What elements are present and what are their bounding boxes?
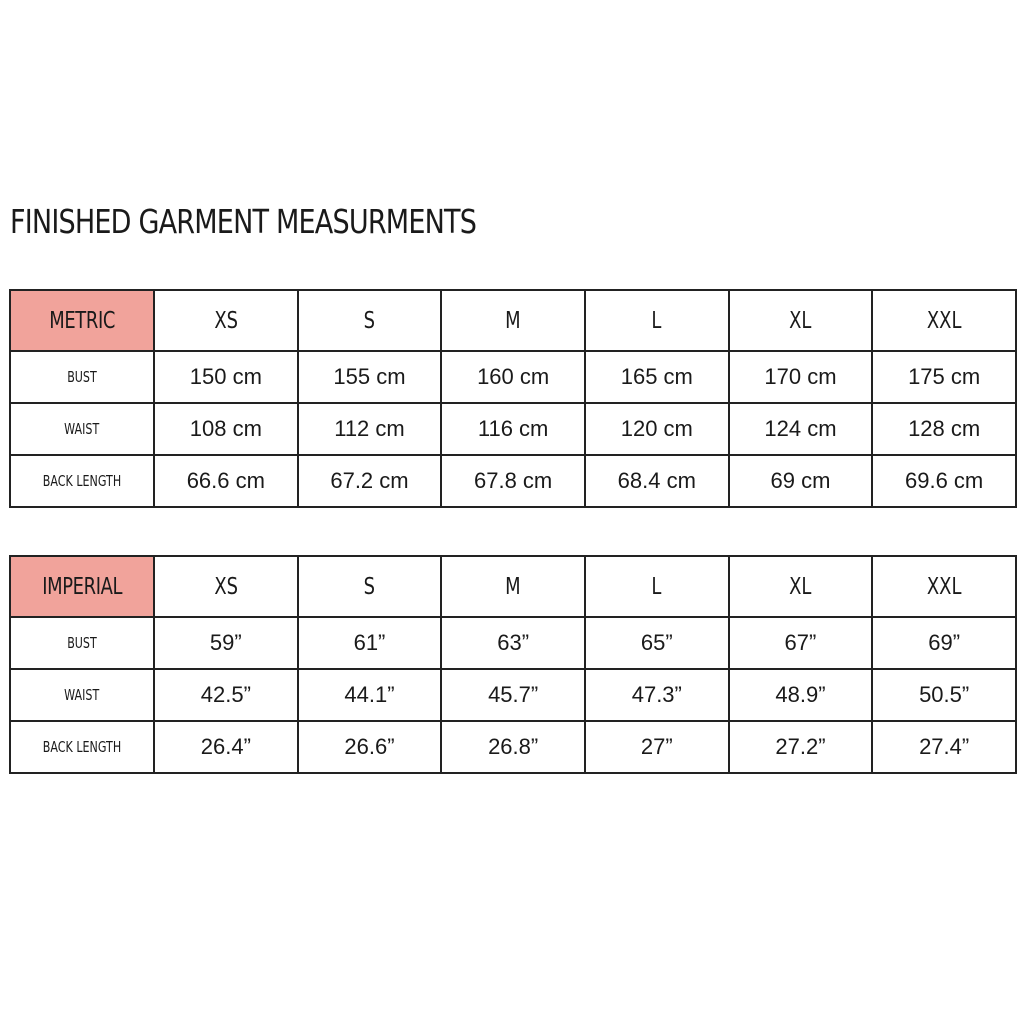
table-cell: 61” <box>298 617 442 669</box>
metric-row-waist <box>10 403 1016 455</box>
table-cell: 124 cm <box>729 403 873 455</box>
table-cell: 112 cm <box>298 403 442 455</box>
imperial-size-m: M <box>441 556 585 617</box>
page-title: FINISHED GARMENT MEASURMENTS <box>10 202 477 241</box>
table-cell: 26.4” <box>154 721 298 773</box>
table-cell: 26.8” <box>441 721 585 773</box>
imperial-size-xl: XL <box>729 556 873 617</box>
table-cell: 27.4” <box>872 721 1016 773</box>
imperial-size-table <box>9 555 1017 774</box>
table-cell: 59” <box>154 617 298 669</box>
imperial-row-bust <box>10 617 1016 669</box>
table-cell: 48.9” <box>729 669 873 721</box>
metric-size-xxl: XXL <box>872 290 1016 351</box>
table-cell: 69.6 cm <box>872 455 1016 507</box>
row-label: BUST <box>10 617 154 669</box>
table-cell: 42.5” <box>154 669 298 721</box>
table-cell: 108 cm <box>154 403 298 455</box>
table-cell: 27” <box>585 721 729 773</box>
table-cell: 68.4 cm <box>585 455 729 507</box>
metric-system-label: METRIC <box>10 290 154 351</box>
metric-row-back-length <box>10 455 1016 507</box>
metric-size-s: S <box>298 290 442 351</box>
table-cell: 155 cm <box>298 351 442 403</box>
table-cell: 170 cm <box>729 351 873 403</box>
table-cell: 44.1” <box>298 669 442 721</box>
metric-row-bust <box>10 351 1016 403</box>
row-label: BACK LENGTH <box>10 721 154 773</box>
table-cell: 175 cm <box>872 351 1016 403</box>
table-cell: 150 cm <box>154 351 298 403</box>
imperial-row-waist <box>10 669 1016 721</box>
metric-size-m: M <box>441 290 585 351</box>
imperial-row-back-length <box>10 721 1016 773</box>
table-cell: 69 cm <box>729 455 873 507</box>
table-cell: 120 cm <box>585 403 729 455</box>
imperial-size-xxl: XXL <box>872 556 1016 617</box>
table-cell: 63” <box>441 617 585 669</box>
table-cell: 160 cm <box>441 351 585 403</box>
table-cell: 66.6 cm <box>154 455 298 507</box>
table-cell: 26.6” <box>298 721 442 773</box>
metric-size-xs: XS <box>154 290 298 351</box>
table-cell: 67.8 cm <box>441 455 585 507</box>
table-cell: 116 cm <box>441 403 585 455</box>
imperial-size-s: S <box>298 556 442 617</box>
imperial-system-label: IMPERIAL <box>10 556 154 617</box>
imperial-size-l: L <box>585 556 729 617</box>
metric-size-l: L <box>585 290 729 351</box>
metric-size-xl: XL <box>729 290 873 351</box>
table-cell: 67” <box>729 617 873 669</box>
table-cell: 128 cm <box>872 403 1016 455</box>
table-cell: 165 cm <box>585 351 729 403</box>
table-cell: 69” <box>872 617 1016 669</box>
imperial-header-row <box>10 556 1016 617</box>
row-label: WAIST <box>10 669 154 721</box>
row-label: WAIST <box>10 403 154 455</box>
imperial-size-xs: XS <box>154 556 298 617</box>
table-cell: 47.3” <box>585 669 729 721</box>
table-cell: 65” <box>585 617 729 669</box>
metric-size-table <box>9 289 1017 508</box>
table-cell: 27.2” <box>729 721 873 773</box>
table-cell: 67.2 cm <box>298 455 442 507</box>
metric-header-row <box>10 290 1016 351</box>
table-cell: 45.7” <box>441 669 585 721</box>
row-label: BACK LENGTH <box>10 455 154 507</box>
table-cell: 50.5” <box>872 669 1016 721</box>
row-label: BUST <box>10 351 154 403</box>
